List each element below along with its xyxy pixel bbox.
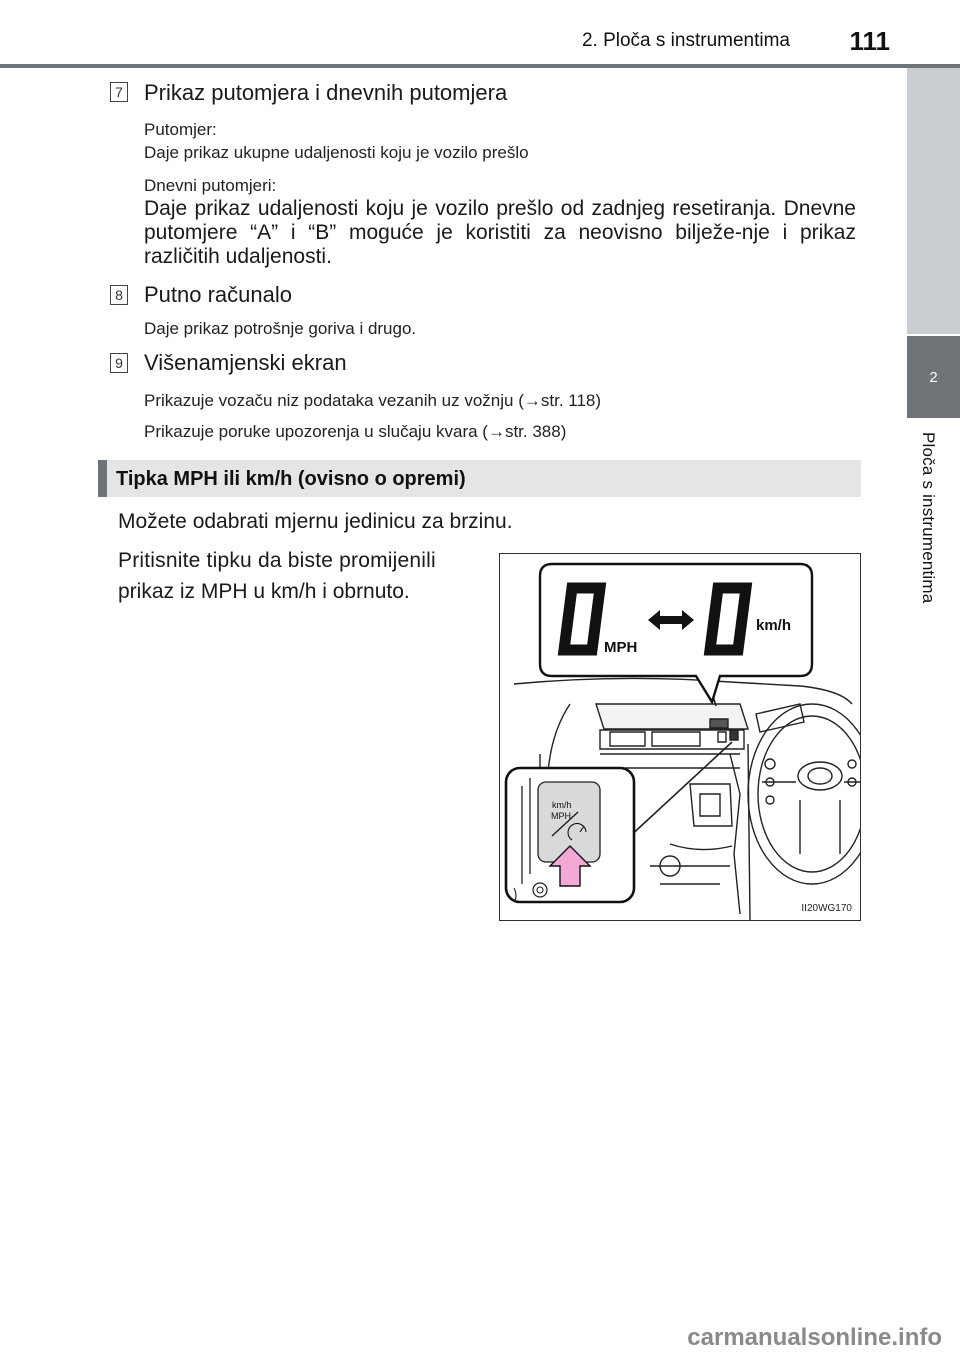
button-label-kmh: km/h [552,800,572,810]
dashboard-figure [499,553,861,921]
trip-computer-desc: Daje prikaz potrošnje goriva i drugo. [144,319,417,338]
page-number: 111 [849,26,890,56]
section-instruction-line-2: prikaz iz MPH u km/h i obrnuto. [118,580,410,603]
multi-display-line-2: Prikazuje poruke upozorenja u slučaju kvara (→str. 388) [144,422,567,441]
trip-meter-desc: Daje prikaz udaljenosti koju je vozilo prešlo od zadnjeg resetiranja. Dnevne putomjere “A” i “B” moguće je koristiti za neovisno bilježe-nje i prikaz različitih udaljenosti. [144,197,856,268]
item-title-trip-computer: Putno računalo [144,282,292,307]
figure-code: II20WG170 [801,903,852,914]
button-label-mph: MPH [551,811,571,821]
header-title: 2. Ploča s instrumentima [581,30,790,51]
odometer-desc: Daje prikaz ukupne udaljenosti koju je vozilo prešlo [144,143,529,162]
item-title-multi-display: Višenamjenski ekran [144,350,347,375]
side-tab-chapter-label: Ploča s instrumentima [919,432,938,604]
section-heading-bar [98,460,861,497]
display-unit-kmh: km/h [756,617,792,634]
dashboard-illustration [500,554,860,920]
item-number-7: 7 [110,82,128,102]
item-number-9: 9 [110,353,128,373]
side-tab-bar [907,68,960,334]
section-intro: Možete odabrati mjernu jedinicu za brzinu. [118,510,513,533]
section-heading-accent [98,460,107,497]
item-number-8: 8 [110,285,128,305]
section-heading: Tipka MPH ili km/h (ovisno o opremi) [116,468,466,490]
section-instruction-line-1: Pritisnite tipku da biste promijenili [118,549,436,572]
multi-display-line-1: Prikazuje vozaču niz podataka vezanih uz vožnju (→str. 118) [144,391,602,410]
display-unit-mph: MPH [604,639,638,656]
side-tab-chapter-number: 2 [907,336,960,418]
watermark: carmanualsonline.info [687,1324,942,1351]
item-title-odometer: Prikaz putomjera i dnevnih putomjera [144,80,508,105]
header-rule [0,64,960,68]
trip-meter-label: Dnevni putomjeri: [144,176,277,195]
odometer-label: Putomjer: [144,120,217,139]
